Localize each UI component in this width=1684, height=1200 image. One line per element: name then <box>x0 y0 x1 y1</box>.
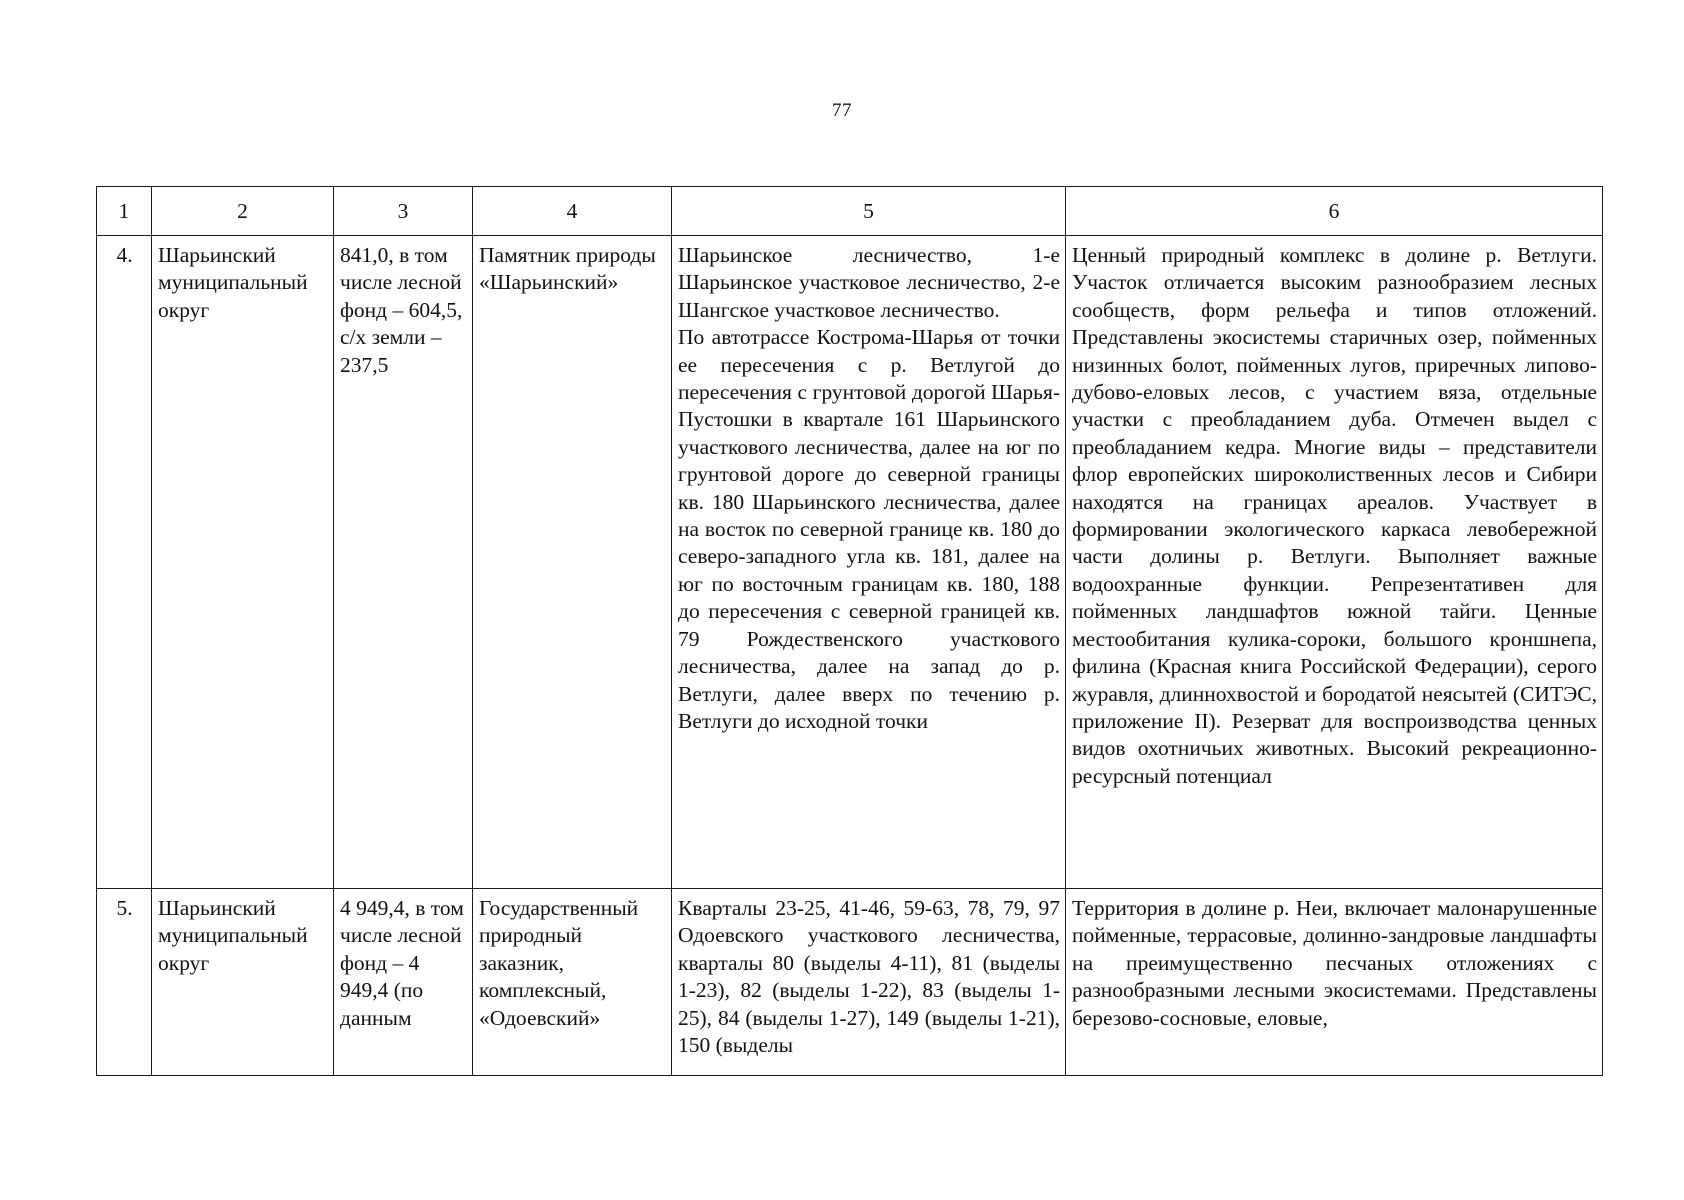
header-cell-2: 2 <box>152 187 334 236</box>
area-cell <box>334 889 473 1076</box>
protected-areas-table <box>96 186 1603 1076</box>
protected-area-type-cell: Памятник природы «Шарьинский» <box>473 236 672 889</box>
location-cell <box>672 236 1066 889</box>
table-row <box>97 889 1603 1076</box>
description-text: Территория в долине р. Неи, включает малонарушенные пойменные, террасовые, долинно-зандровые ландшафты на преимущественно песчаных отложениях с разнообразными лесными экосистемами. Представлены березово-сосновые, еловые, <box>1072 896 1597 1030</box>
header-cell-5: 5 <box>672 187 1066 236</box>
location-paragraph-1: Шарьинское лесничество, 1-е Шарьинское участковое лесничество, 2-е Шангское участковое лесничество. <box>678 243 1060 322</box>
protected-area-type-cell: Государственный природный заказник, комплексный, «Одоевский» <box>473 889 672 1076</box>
district-cell: Шарьинский муниципальный округ <box>152 236 334 889</box>
location-paragraph-1: Кварталы 23-25, 41-46, 59-63, 78, 79, 97 Одоевского участкового лесничества, кварталы 80 (выделы 4-11), 81 (выделы 1-23), 82 (выделы 1-22), 83 (выделы 1-25), 84 (выделы 1-27), 149 (выделы 1-21), 150 (выделы <box>678 896 1060 1058</box>
header-cell-1: 1 <box>97 187 152 236</box>
location-cell <box>672 889 1066 1076</box>
table-header-row <box>97 187 1603 236</box>
header-cell-6: 6 <box>1066 187 1603 236</box>
area-cell: 841,0, в том числе лесной фонд – 604,5, с/х земли – 237,5 <box>334 236 473 889</box>
table-row <box>97 236 1603 889</box>
description-cell: Ценный природный комплекс в долине р. Ветлуги. Участок отличается высоким разнообразием лесных сообществ, форм рельефа и типов отложений. Представлены экосистемы старичных озер, пойменных низинных болот, пойменных лугов, приречных липово-дубово-еловых лесов, с участием вяза, отдельные участки с преобладанием дуба. Отмечен выдел с преобладанием кедра. Многие виды – представители флор европейских широколиственных лесов и Сибири находятся на границах ареалов. Участвует в формировании экологического каркаса левобережной части долины р. Ветлуги. Выполняет важные водоохранные функции. Репрезентативен для пойменных ландшафтов южной тайги. Ценные местообитания кулика-сороки, большого кроншнепа, филина (Красная книга Российской Федерации), серого журавля, длиннохвостой и бородатой неясытей (СИТЭС, приложение II). Резерват для воспроизводства ценных видов охотничьих животных. Высокий рекреационно-ресурсный потенциал <box>1066 236 1603 889</box>
header-cell-3: 3 <box>334 187 473 236</box>
district-cell: Шарьинский муниципальный округ <box>152 889 334 1076</box>
row-number: 4. <box>97 236 152 889</box>
page-number: 77 <box>832 100 852 121</box>
location-paragraph-2: По автотрассе Кострома-Шарья от точки ее пересечения с р. Ветлугой до пересечения с грунтовой дорогой Шарья-Пустошки в квартале 161 Шарьинского участкового лесничества, далее на юг по грунтовой дороге до северной границы кв. 180 Шарьинского лесничества, далее на восток по северной границе кв. 180 до северо-западного угла кв. 181, далее на юг по восточным границам кв. 180, 188 до пересечения с северной границей кв. 79 Рождественского участкового лесничества, далее на запад до р. Ветлуги, далее вверх по течению р. Ветлуги до исходной точки <box>678 325 1060 733</box>
header-cell-4: 4 <box>473 187 672 236</box>
description-cell <box>1066 889 1603 1076</box>
area-text: 4 949,4, в том числе лесной фонд – 4 949,4 (по данным <box>340 896 464 1030</box>
row-number: 5. <box>97 889 152 1076</box>
